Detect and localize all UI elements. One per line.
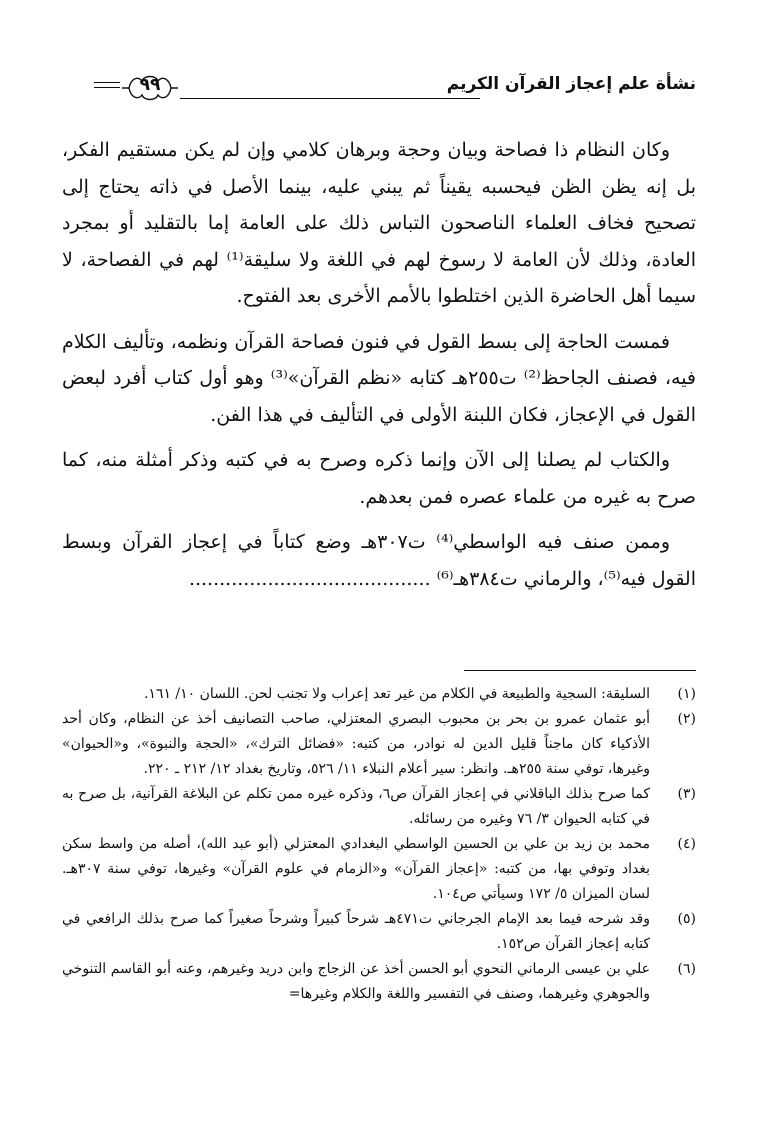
- footnote-number: (١): [677, 686, 696, 702]
- footnote-number: (٥): [677, 911, 696, 927]
- continuation-dots: ........................................: [188, 567, 431, 590]
- footnote: [62, 707, 696, 782]
- footnotes: [62, 682, 696, 1007]
- footnote-text: أبو عثمان عمرو بن بحر بن محبوب البصري المعتزلي، صاحب التصانيف أخذ عن النظام، وكان أحد الأذكياء كان ماجناً قليل الدين له نوادر، من كتبه: «فضائل الترك»، «الحجة والنبوة»، و«الحيوان» وغيرها، توفي سنة ٢٥٥هـ. وانظر: سير أعلام النبلاء ١١/ ٥٢٦، وتاريخ بغداد ١٢/ ٢١٢ ـ ٢٢٠.: [62, 711, 650, 777]
- header-title: نشأة علم إعجاز القرآن الكريم: [446, 74, 696, 94]
- header-double-rule: [94, 82, 120, 92]
- paragraph: [62, 524, 696, 597]
- header-rule: [180, 98, 480, 99]
- footnote: [62, 832, 696, 907]
- footnote: [62, 682, 696, 707]
- page-number: ٩٩: [139, 75, 161, 95]
- footnote: [62, 907, 696, 957]
- footnote-text: وقد شرحه فيما بعد الإمام الجرجاني ت٤٧١هـ شرحاً كبيراً وشرحاً صغيراً كما صرح بذلك الرافعي في كتابه إعجاز القرآن ص١٥٢.: [62, 911, 650, 952]
- paragraph: فمست الحاجة إلى بسط القول في فنون فصاحة القرآن ونظمه، وتأليف الكلام فيه، فصنف الجاحظ⁽²⁾ ت٢٥٥هـ كتابه «نظم القرآن»⁽³⁾ وهو أول كتاب أفرد لبعض القول في الإعجاز، فكان اللبنة الأولى في التأليف في هذا الفن.: [62, 330, 697, 426]
- main-text: [62, 132, 696, 597]
- footnote-number: (٦): [677, 961, 696, 977]
- footnote-number: (٣): [677, 786, 696, 802]
- footnote-text: علي بن عيسى الرماني النحوي أبو الحسن أخذ عن الزجاج وابن دريد وغيرهم، وعنه أبو القاسم التنوخي والجوهري وغيرهما، وصنف في التفسير واللغة والكلام وغيرها=: [62, 961, 650, 1002]
- footnote-number: (٤): [677, 836, 696, 852]
- footnote: [62, 782, 696, 832]
- footnote: [62, 957, 696, 1007]
- paragraph: والكتاب لم يصلنا إلى الآن وإنما ذكره وصرح به في كتبه وذكر أمثلة منه، كما صرح به غيره من علماء عصره فمن بعدهم.: [62, 449, 696, 508]
- paragraph: وكان النظام ذا فصاحة وبيان وحجة وبرهان كلامي وإن لم يكن مستقيم الفكر، بل إنه يظن الظن فيحسبه يقيناً ثم يبني عليه، بينما الأصل في ذاته يحتاج إلى تصحيح فخاف العلماء الناصحون التباس ذلك على العامة إما بالتقليد أو بمجرد العادة، وذلك لأن العامة لا رسوخ لهم في اللغة ولا سليقة⁽¹⁾ لهم في الفصاحة، لا سيما أهل الحاضرة الذين اختلطوا بالأمم الأخرى بعد الفتوح.: [62, 139, 696, 307]
- paragraph-text: وممن صنف فيه الواسطي⁽⁴⁾ ت٣٠٧هـ وضع كتاباً في إعجاز القرآن وبسط القول فيه⁽⁵⁾، والرماني ت٣٨٤هـ⁽⁶⁾: [62, 531, 696, 590]
- footnote-text: كما صرح بذلك الباقلاني في إعجاز القرآن ص٦، وذكره غيره ممن تكلم عن البلاغة القرآنية، بل صرح به في كتابه الحيوان ٣/ ٧٦ وغيره من رسائله.: [62, 786, 651, 827]
- page-number-ornament: [120, 72, 180, 104]
- footnote-text: السليقة: السجية والطبيعة في الكلام من غير تعد إعراب ولا تجنب لحن. اللسان ١٠/ ١٦١.: [143, 686, 650, 702]
- footnote-separator: [464, 670, 696, 671]
- footnote-text: محمد بن زيد بن علي بن الحسين الواسطي البغدادي المعتزلي (أبو عبد الله)، أصله من واسط سكن بغداد وتوفي بها، من كتبه: «إعجاز القرآن» و«الزمام في علوم القرآن» وغيرها، توفي سنة ٣٠٧هـ. لسان الميزان ٥/ ١٧٢ وسيأتي ص١٠٤.: [62, 836, 650, 902]
- footnote-number: (٢): [677, 711, 696, 727]
- running-header: [94, 70, 696, 108]
